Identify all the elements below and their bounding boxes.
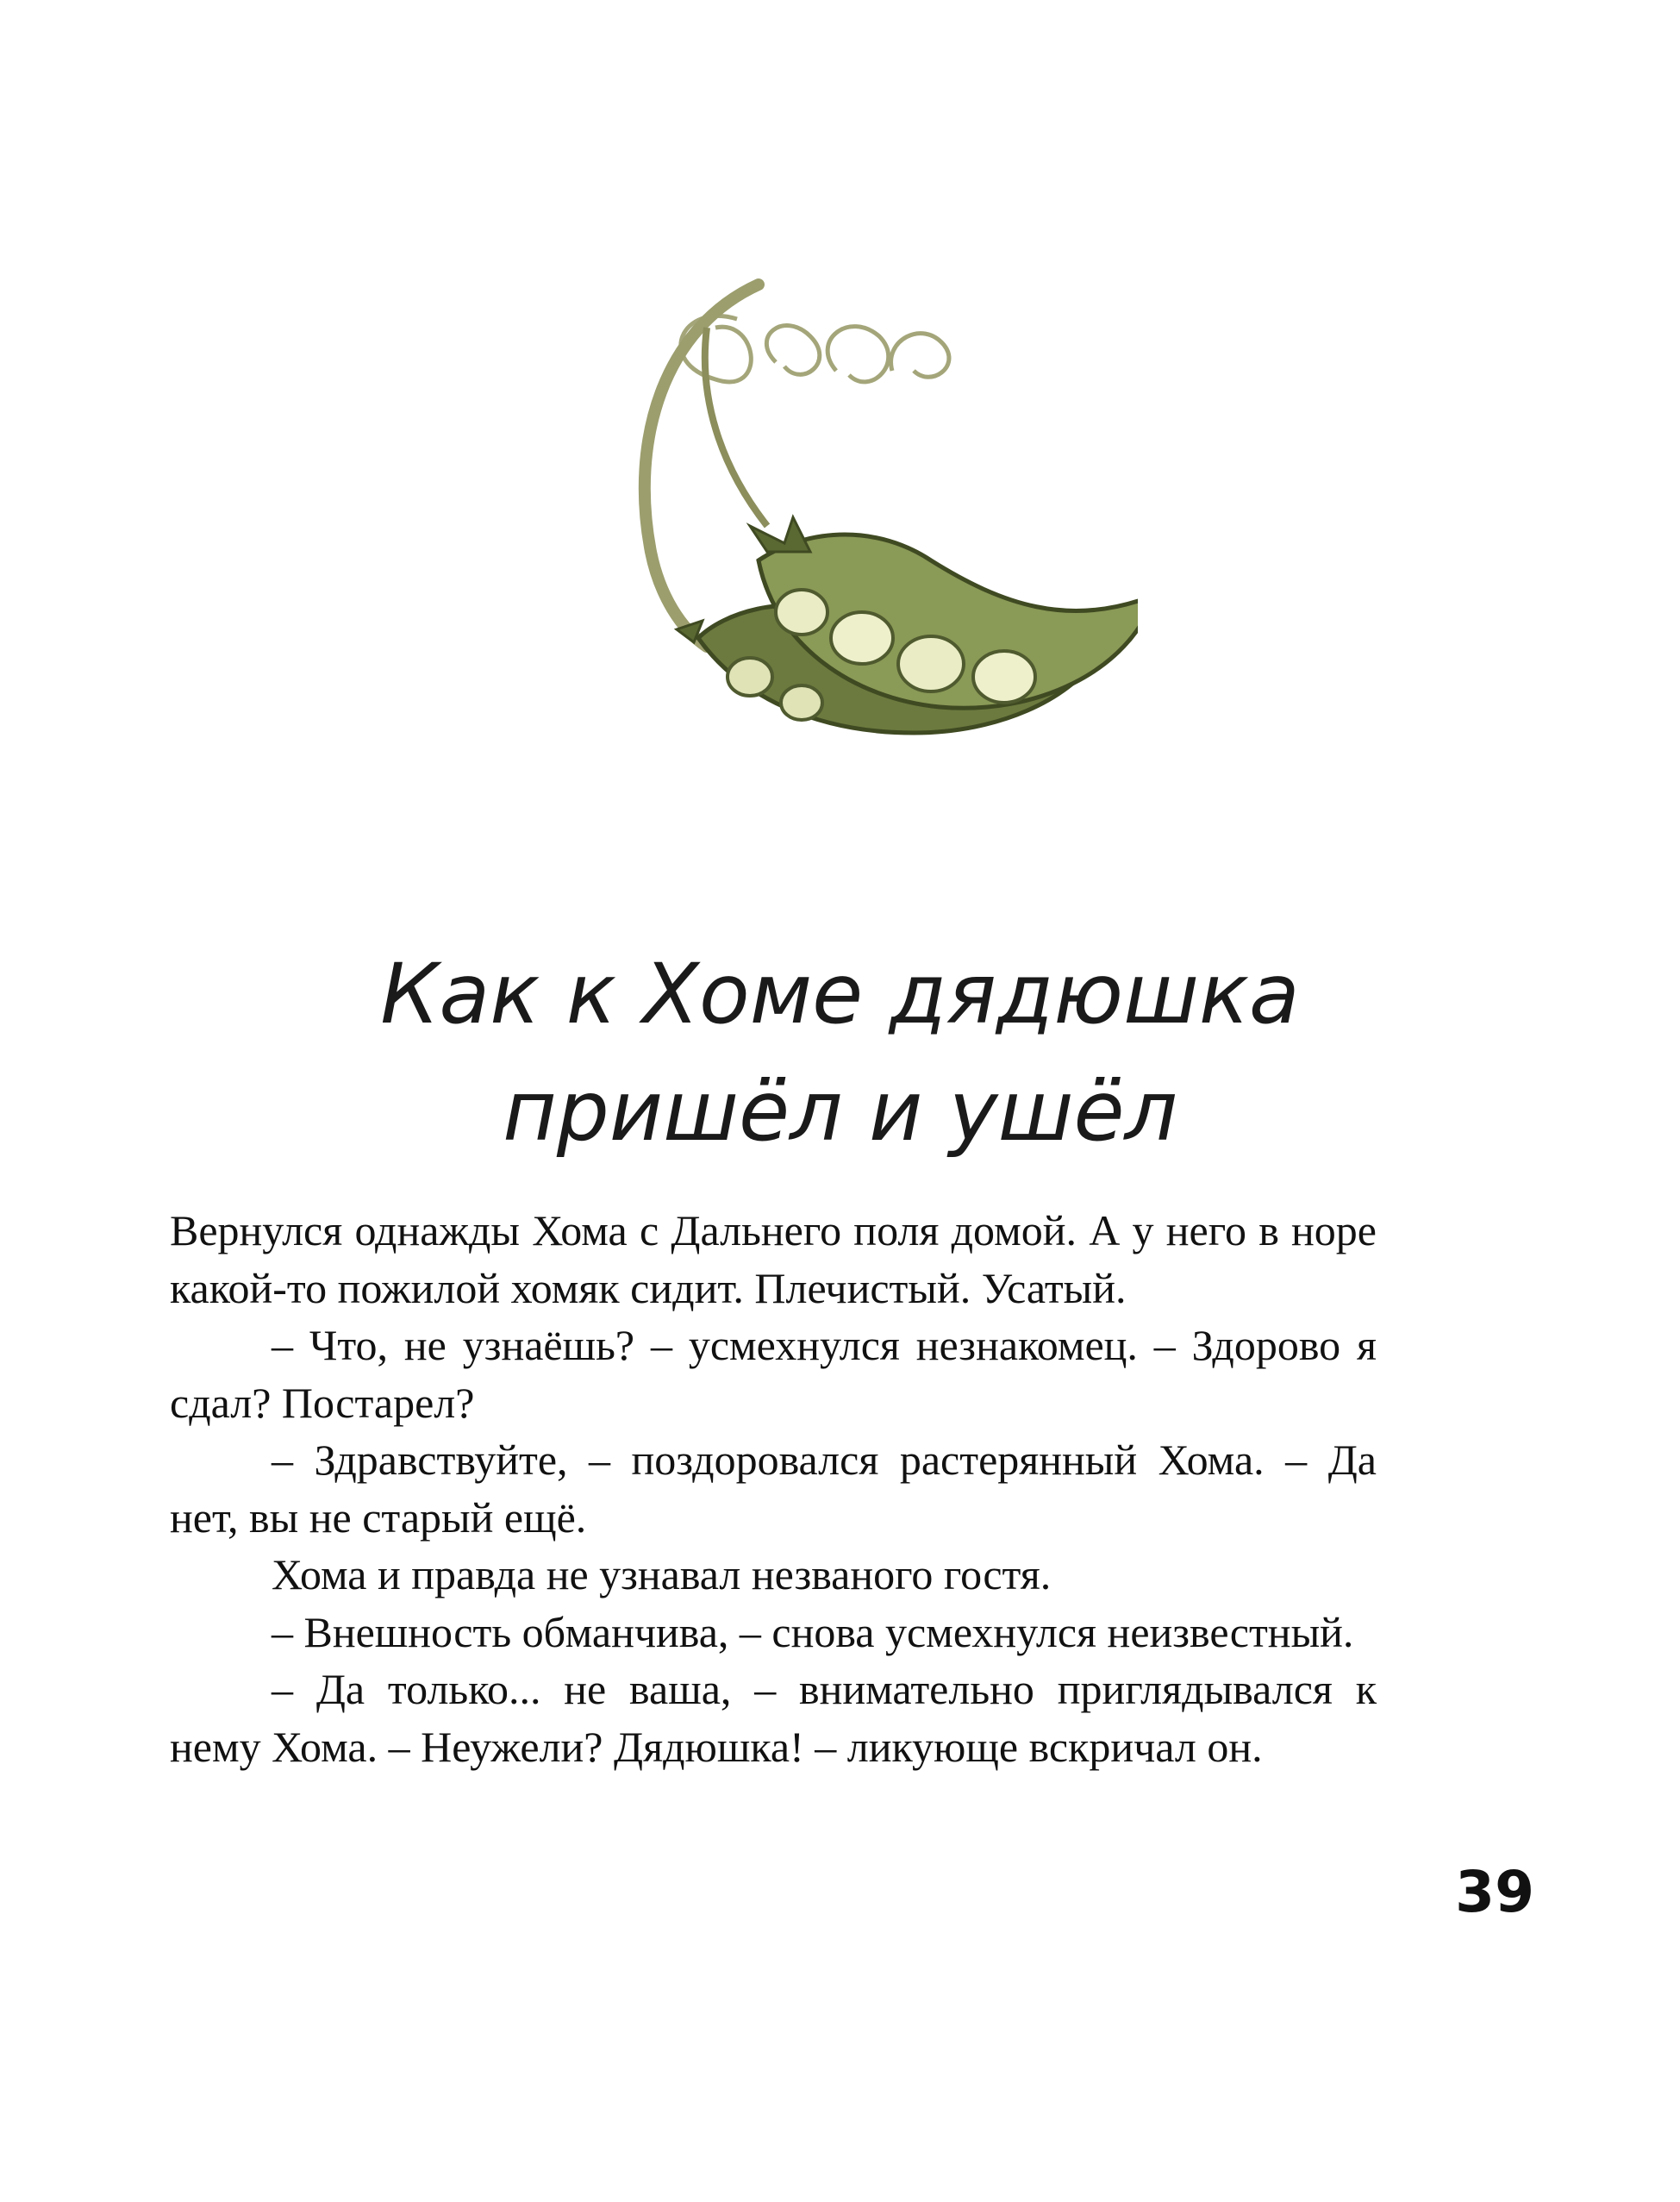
chapter-title-line-2: пришёл и ушёл: [503, 1063, 1177, 1160]
paragraph: Вернулся однажды Хома с Дальнего поля домой. А у него в норе какой-то пожилой хомяк сидит. Плечистый. Усатый.: [170, 1206, 1377, 1312]
chapter-title: [0, 935, 1680, 1170]
chapter-title-line-1: Как к Хоме дядюшка: [380, 946, 1300, 1042]
paragraph: Хома и правда не узнавал незваного гостя.: [272, 1550, 1052, 1598]
paragraph: – Что, не узнаёшь? – усмехнулся незнакомец. – Здорово я сдал? Постарел?: [170, 1321, 1377, 1427]
story-text: [170, 1202, 1377, 1775]
page-number: 39: [1455, 1859, 1534, 1925]
paragraph: – Да только... не ваша, – внимательно приглядывался к нему Хома. – Неужели? Дядюшка! – ликующе вскричал он.: [170, 1665, 1377, 1771]
pea-pod-icon: [552, 267, 1138, 802]
paragraph: – Внешность обманчива, – снова усмехнулся неизвестный.: [272, 1607, 1354, 1656]
paragraph: – Здравствуйте, – поздоровался растерянный Хома. – Да нет, вы не старый ещё.: [170, 1436, 1377, 1542]
